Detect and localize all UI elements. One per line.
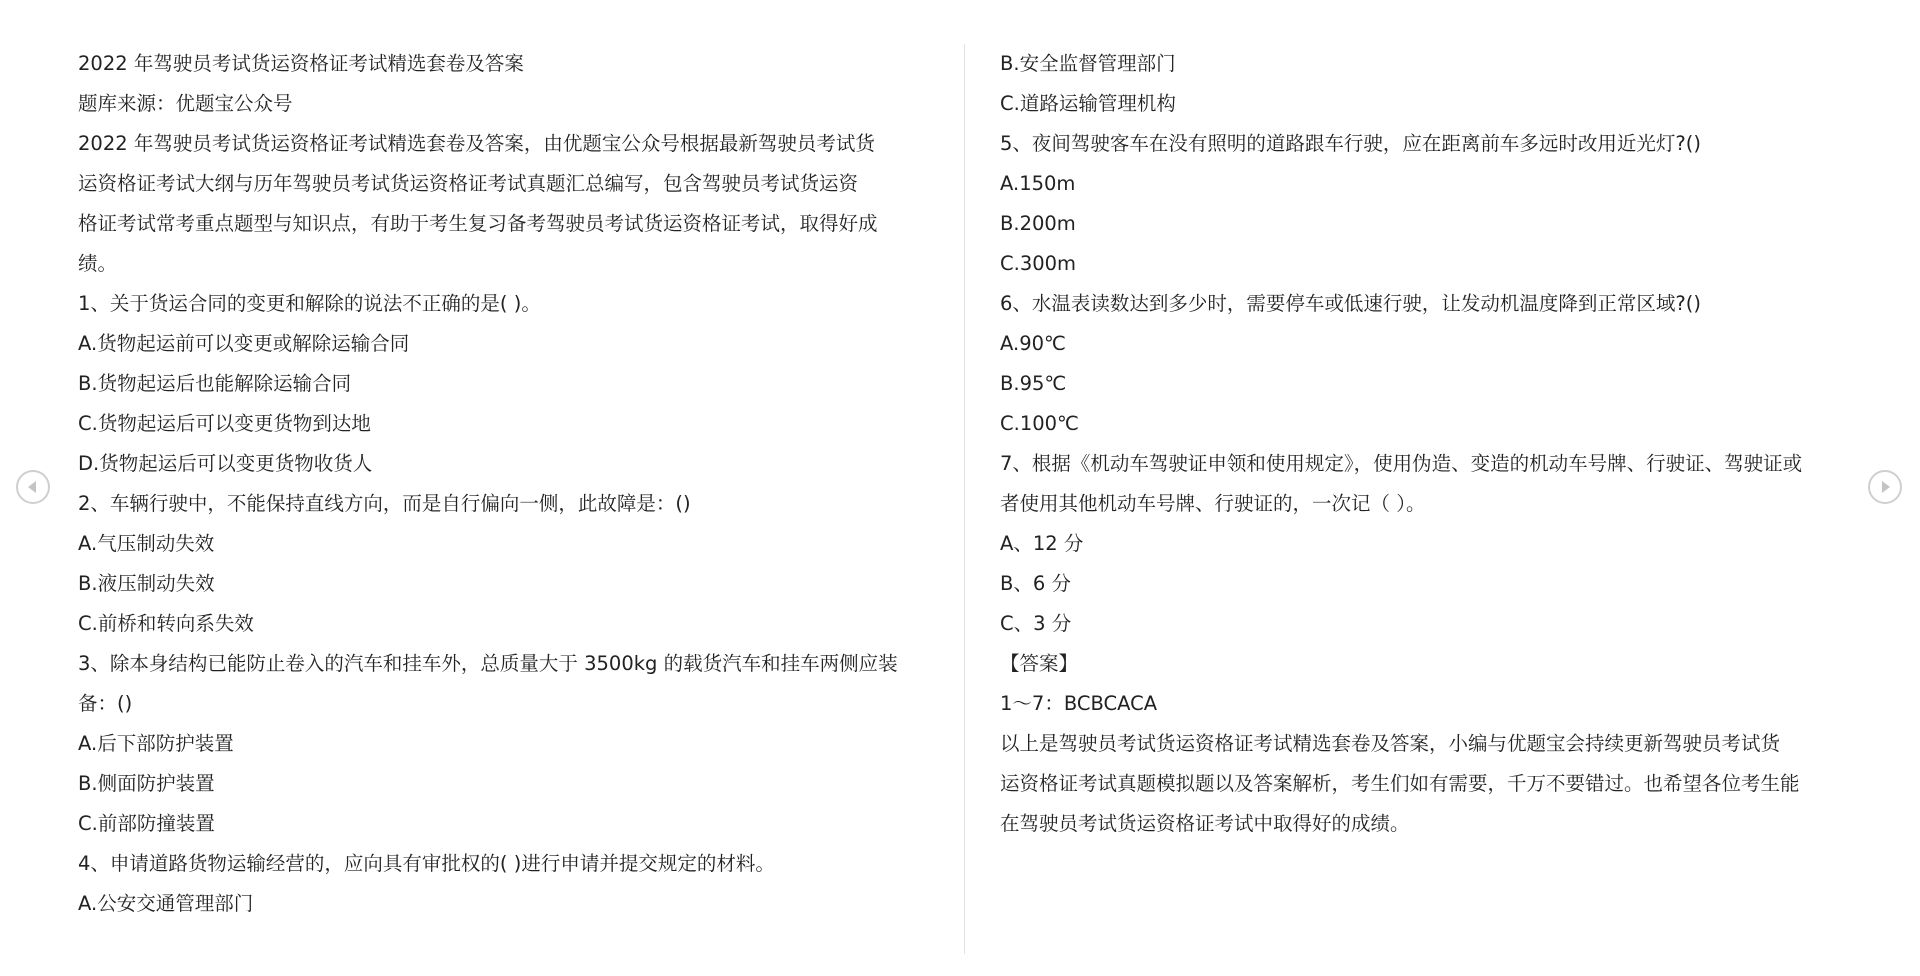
page-divider <box>964 44 965 954</box>
option-line: A.150m <box>1000 172 1076 195</box>
option-line: A.公安交通管理部门 <box>78 892 254 915</box>
question-1: 1、关于货运合同的变更和解除的说法不正确的是( )。 <box>78 292 541 315</box>
question-7-continued: 者使用其他机动车号牌、行驶证的，一次记（ ）。 <box>1000 492 1426 515</box>
option-line: C.货物起运后可以变更货物到达地 <box>78 412 371 435</box>
chevron-right-icon <box>1870 472 1900 502</box>
text-line: 运资格证考试大纲与历年驾驶员考试货运资格证考试真题汇总编写，包含驾驶员考试货运资 <box>78 172 859 195</box>
question-4: 4、申请道路货物运输经营的，应向具有审批权的( )进行申请并提交规定的材料。 <box>78 852 775 875</box>
option-line: B.安全监督管理部门 <box>1000 52 1176 75</box>
text-line: 在驾驶员考试货运资格证考试中取得好的成绩。 <box>1000 812 1410 835</box>
next-page-button[interactable] <box>1868 470 1902 504</box>
option-line: A.后下部防护装置 <box>78 732 234 755</box>
option-line: D.货物起运后可以变更货物收货人 <box>78 452 373 475</box>
option-line: B.200m <box>1000 212 1076 235</box>
option-line: A、12 分 <box>1000 532 1084 555</box>
text-line: 格证考试常考重点题型与知识点，有助于考生复习备考驾驶员考试货运资格证考试，取得好成 <box>78 212 878 235</box>
option-line: C.前部防撞装置 <box>78 812 215 835</box>
answer-heading: 【答案】 <box>1000 652 1079 675</box>
option-line: A.90℃ <box>1000 332 1066 355</box>
option-line: C.道路运输管理机构 <box>1000 92 1176 115</box>
right-page <box>1000 44 1848 844</box>
option-line: C.前桥和转向系失效 <box>78 612 254 635</box>
question-7: 7、根据《机动车驾驶证申领和使用规定》，使用伪造、变造的机动车号牌、行驶证、驾驶证或 <box>1000 452 1803 475</box>
text-line: 以上是驾驶员考试货运资格证考试精选套卷及答案，小编与优题宝会持续更新驾驶员考试货 <box>1000 732 1781 755</box>
question-2: 2、车辆行驶中，不能保持直线方向，而是自行偏向一侧，此故障是：() <box>78 492 691 515</box>
option-line: B、6 分 <box>1000 572 1071 595</box>
left-page <box>78 44 926 924</box>
option-line: C、3 分 <box>1000 612 1072 635</box>
option-line: C.300m <box>1000 252 1077 275</box>
closing-paragraph <box>1000 724 1848 844</box>
option-line: B.货物起运后也能解除运输合同 <box>78 372 352 395</box>
question-5: 5、夜间驾驶客车在没有照明的道路跟车行驶，应在距离前车多远时改用近光灯?() <box>1000 132 1701 155</box>
option-line: A.气压制动失效 <box>78 532 215 555</box>
document-spread <box>40 0 1880 976</box>
text-line: 运资格证考试真题模拟题以及答案解析，考生们如有需要，千万不要错过。也希望各位考生能 <box>1000 772 1800 795</box>
answer-key: 1～7：BCBCACA <box>1000 692 1158 715</box>
text-line: 绩。 <box>78 252 118 275</box>
text-line: 2022 年驾驶员考试货运资格证考试精选套卷及答案，由优题宝公众号根据最新驾驶员考试货 <box>78 132 875 155</box>
question-3: 3、除本身结构已能防止卷入的汽车和挂车外，总质量大于 3500kg 的载货汽车和挂车两侧应装 <box>78 652 898 675</box>
option-line: C.100℃ <box>1000 412 1079 435</box>
question-3-continued: 备：() <box>78 692 133 715</box>
option-line: B.95℃ <box>1000 372 1067 395</box>
document-title: 2022 年驾驶员考试货运资格证考试精选套卷及答案 <box>78 52 524 75</box>
intro-paragraph <box>78 124 926 284</box>
question-6: 6、水温表读数达到多少时，需要停车或低速行驶，让发动机温度降到正常区域?() <box>1000 292 1701 315</box>
option-line: A.货物起运前可以变更或解除运输合同 <box>78 332 410 355</box>
option-line: B.侧面防护装置 <box>78 772 215 795</box>
option-line: B.液压制动失效 <box>78 572 215 595</box>
source-line: 题库来源：优题宝公众号 <box>78 92 293 115</box>
